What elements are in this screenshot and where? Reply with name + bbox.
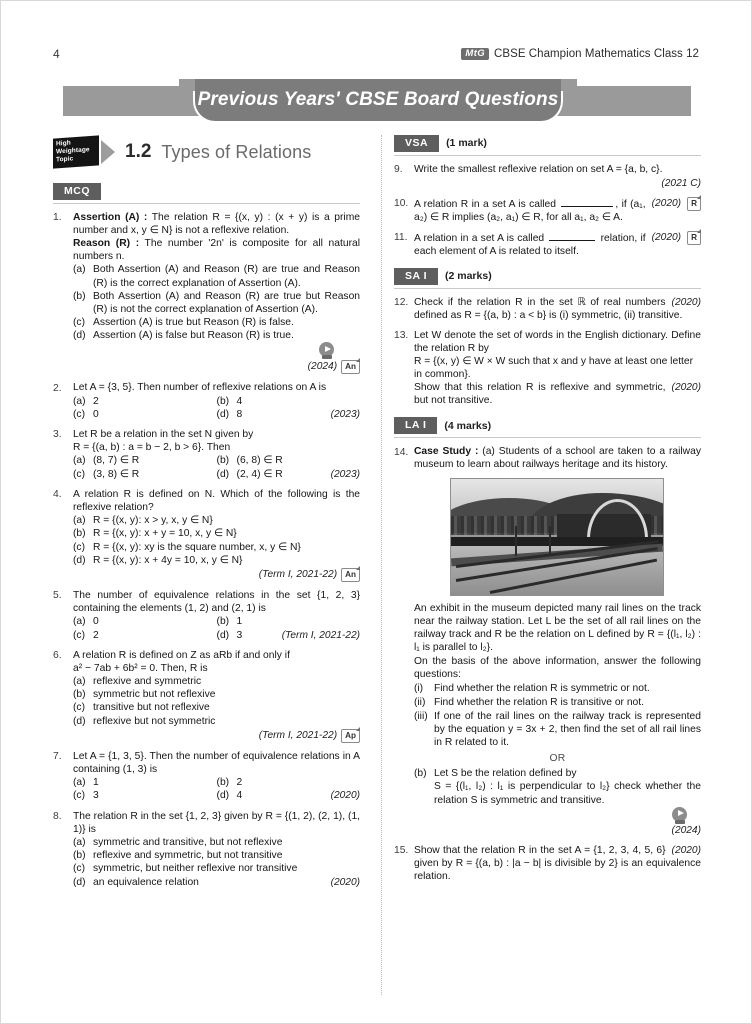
- option-text: symmetric, but neither reflexive nor transitive: [93, 863, 298, 875]
- credit-block: [414, 807, 701, 837]
- option-c[interactable]: [73, 629, 217, 642]
- question-15: [394, 844, 701, 883]
- case-study-body-1: An exhibit in the museum depicted many rail lines on the track near the railway station. Let L be the set of all rail lines on the railway track and R be the relation on L defined by R = {(l₁, l₂) : l₁ is parallel to l₂}.: [413, 603, 701, 654]
- option-label: (d): [73, 876, 86, 888]
- running-head: [53, 45, 699, 63]
- option-label: (a): [73, 777, 86, 789]
- question-text-line3-wrap: [414, 381, 701, 407]
- option-label: (b): [73, 528, 86, 540]
- question-body: [73, 649, 360, 743]
- subpart-iii[interactable]: [414, 710, 701, 749]
- option-text: Assertion (A) is false but Reason (R) is true.: [93, 329, 294, 341]
- subpart-label: (ii): [413, 696, 426, 708]
- option-label: (a): [73, 515, 86, 527]
- year-tag: (2023): [330, 468, 361, 480]
- option-b[interactable]: [217, 454, 361, 467]
- question-body: [73, 428, 360, 481]
- option-label: (c): [73, 541, 86, 553]
- option-b[interactable]: [217, 615, 361, 628]
- options: [73, 836, 360, 888]
- option-text: an equivalence relation: [93, 876, 199, 888]
- option-row: [73, 454, 360, 467]
- question-body: [414, 231, 701, 258]
- skill-tag: An: [341, 360, 360, 374]
- option-row: [73, 408, 360, 421]
- option-text: transitive but not reflexive: [93, 702, 210, 714]
- question-number: 14.: [393, 446, 409, 458]
- subpart-i[interactable]: [414, 682, 701, 695]
- option-label: (c): [73, 316, 86, 328]
- option-label: (b): [216, 616, 230, 628]
- question-number: 6.: [53, 650, 62, 662]
- subpart-text: If one of the rail lines on the railway track is represented by the equation y = 3x + 2, then find the set of all rail lines in R related to it.: [433, 710, 701, 749]
- section-marks-la1: (4 marks): [444, 419, 492, 432]
- option-row: [73, 629, 360, 642]
- question-7: [53, 750, 360, 803]
- option-text: 4: [236, 395, 243, 407]
- railway-museum-photo: [450, 478, 664, 596]
- option-text: reflexive and symmetric: [93, 676, 202, 688]
- question-body: [73, 810, 360, 889]
- section-header-sa1: [394, 268, 701, 289]
- options: [73, 776, 360, 802]
- question-body: [414, 197, 701, 224]
- video-solution-icon[interactable]: [319, 342, 334, 357]
- reason-line: [73, 237, 360, 263]
- option-label: (c): [73, 408, 86, 420]
- question-5: [53, 589, 360, 642]
- year-tag: (2020): [651, 231, 682, 243]
- skill-tag: An: [341, 568, 360, 582]
- option-c[interactable]: [73, 408, 217, 421]
- skill-tag: Ap: [341, 729, 360, 743]
- option-a[interactable]: [73, 776, 217, 789]
- question-3: [53, 428, 360, 481]
- question-number: 5.: [53, 590, 62, 602]
- case-study-text: (a) Students of a school are taken to a railway museum to learn about railways heritage and its history.: [413, 446, 701, 471]
- assertion-label: Assertion (A) :: [73, 211, 148, 223]
- high-weightage-topic-badge: [53, 136, 115, 168]
- year-tag: (2020): [671, 296, 701, 308]
- option-text: 2: [93, 395, 99, 407]
- year-tag: (2021 C): [661, 177, 701, 189]
- question-body: [73, 589, 360, 642]
- fill-in-blank[interactable]: [561, 197, 613, 207]
- banner-plate: [193, 79, 563, 123]
- part-b-body: [434, 767, 701, 806]
- option-label: (d): [216, 790, 230, 802]
- question-text: A relation R is defined on N. Which of the following is the reflexive relation?: [73, 488, 361, 513]
- question-body: [73, 750, 360, 803]
- year-tag: (Term I, 2021-22): [258, 569, 338, 581]
- option-b[interactable]: [73, 849, 360, 862]
- option-text: Assertion (A) is true but Reason (R) is false.: [93, 316, 294, 328]
- right-column: [392, 135, 701, 995]
- skill-tag: R: [687, 197, 701, 211]
- option-label: (a): [73, 676, 86, 688]
- section-marks-sa1: (2 marks): [445, 270, 492, 283]
- section-header-vsa: [394, 135, 701, 156]
- badge-line-3: Topic: [56, 155, 74, 164]
- subpart-text: Find whether the relation R is symmetric or not.: [433, 682, 650, 694]
- option-label: (b): [216, 455, 230, 467]
- year-tag: (Term I, 2021-22): [281, 629, 361, 641]
- option-label: (c): [73, 863, 86, 875]
- option-label: (c): [73, 702, 86, 714]
- option-text: Both Assertion (A) and Reason (R) are true but Reason (R) is not the correct explanation of Assertion (A).: [93, 290, 361, 315]
- case-study-intro: [414, 445, 701, 471]
- badge-line-2: Weightage: [56, 146, 90, 156]
- figure: [414, 478, 701, 596]
- question-text-part2: , if (a₁, a₂) ∈ R implies (a₂, a₁) ∈ R, for all a₁, a₂ ∈ A.: [413, 198, 646, 223]
- options: [73, 615, 360, 641]
- part-b-label: (b): [413, 768, 427, 780]
- question-text-part2: relation, if each element of A is related to itself.: [413, 232, 646, 258]
- option-text: 3: [236, 629, 243, 641]
- question-8: [53, 810, 360, 889]
- assertion-line: [73, 211, 360, 237]
- skill-tag: R: [687, 231, 701, 245]
- question-number: 8.: [53, 811, 62, 823]
- option-label: (d): [73, 554, 86, 566]
- question-4: [53, 488, 360, 582]
- option-text: R = {(x, y): x + y = 10, x, y ∈ N}: [93, 528, 237, 540]
- topic-heading: [53, 135, 360, 169]
- book-title: CBSE Champion Mathematics Class 12: [494, 48, 699, 60]
- question-number: 11.: [393, 232, 408, 244]
- credit-inline: [687, 197, 701, 211]
- option-label: (d): [73, 329, 86, 341]
- question-text-line1: Let R be a relation in the set N given by: [73, 428, 254, 440]
- option-c[interactable]: [73, 541, 360, 554]
- question-text-line2: R = {(a, b) : a = b − 2, b > 6}. Then: [73, 441, 231, 453]
- two-column-body: [53, 135, 701, 995]
- option-a[interactable]: [73, 454, 217, 467]
- option-text: 4: [236, 790, 243, 802]
- option-text: reflexive and symmetric, but not transitive: [93, 850, 283, 862]
- option-d[interactable]: [73, 554, 360, 567]
- question-number: 3.: [53, 429, 62, 441]
- option-a[interactable]: [73, 675, 360, 688]
- running-head-right: [461, 48, 699, 61]
- question-text: Check if the relation R in the set ℝ of real numbers defined as R = {(a, b) : a < b} is (i) symmetric, (ii) transitive.: [413, 296, 683, 321]
- option-b[interactable]: [217, 395, 361, 408]
- option-c[interactable]: [73, 468, 217, 481]
- badge-text: [56, 137, 100, 165]
- assertion-text: The relation R = {(x, y) : (x + y) is a prime number and x, y ∈ N} is not a reflexive relation.: [73, 211, 361, 236]
- option-a[interactable]: [73, 263, 360, 289]
- year-tag: (2023): [330, 408, 361, 420]
- option-d[interactable]: [217, 789, 361, 802]
- subpart-ii[interactable]: [414, 696, 701, 709]
- question-text-line1: Let W denote the set of words in the English dictionary. Define the relation R by: [413, 329, 701, 354]
- option-b[interactable]: [217, 776, 361, 789]
- year-tag: (2020): [671, 382, 701, 394]
- question-body: [414, 329, 701, 408]
- option-label: (b): [73, 850, 86, 862]
- topic-number: 1.2: [125, 141, 152, 162]
- option-a[interactable]: [73, 514, 360, 527]
- section-header-la1: [394, 417, 701, 438]
- question-body: [73, 211, 360, 374]
- question-1: [53, 211, 360, 374]
- column-divider: [370, 135, 392, 995]
- subpart-label: (iii): [413, 710, 428, 722]
- question-text: The relation R in the set {1, 2, 3} given by R = {(1, 2), (2, 1), (1, 1)} is: [73, 810, 361, 835]
- question-text-line2: R = {(x, y) ∈ W × W such that x and y have at least one letter in common}.: [413, 356, 694, 381]
- option-text: 2: [236, 777, 243, 789]
- photo-pole: [549, 526, 551, 556]
- option-label: (c): [73, 790, 86, 802]
- option-text: 1: [236, 616, 243, 628]
- chevron-right-icon: [101, 140, 115, 164]
- option-label: (a): [73, 264, 86, 276]
- option-text: symmetric but not reflexive: [93, 689, 216, 701]
- credit-line: [73, 729, 360, 743]
- option-d[interactable]: [73, 715, 360, 728]
- option-text: (6, 8) ∈ R: [236, 455, 283, 467]
- credit-line: [73, 568, 360, 582]
- option-b[interactable]: [73, 688, 360, 701]
- option-text: 2: [93, 629, 99, 641]
- options: [73, 395, 360, 421]
- case-study-label: Case Study :: [413, 446, 479, 457]
- question-14: [394, 445, 701, 837]
- option-row: [73, 789, 360, 802]
- question-11: [394, 231, 701, 258]
- option-a[interactable]: [73, 836, 360, 849]
- option-a[interactable]: [73, 395, 217, 408]
- option-row: [73, 395, 360, 408]
- topic-title: Types of Relations: [161, 141, 312, 162]
- option-d[interactable]: [73, 876, 360, 889]
- option-text: (8, 7) ∈ R: [93, 455, 140, 467]
- part-b: [414, 767, 701, 806]
- question-10: [394, 197, 701, 224]
- option-text: Both Assertion (A) and Reason (R) are true and Reason (R) is the correct explanation of Assertion (A).: [93, 264, 361, 289]
- option-text: 0: [93, 408, 99, 420]
- option-d[interactable]: [217, 468, 361, 481]
- option-row: [73, 468, 360, 481]
- question-body: [414, 445, 701, 837]
- year-tag: (2020): [651, 197, 682, 209]
- subpart-label: (i): [413, 682, 424, 694]
- options: [73, 263, 360, 342]
- option-label: (a): [73, 837, 86, 849]
- options: [73, 514, 360, 566]
- question-number: 12.: [393, 297, 409, 309]
- question-text-line3: Show that this relation R is reflexive and symmetric, but not transitive.: [413, 382, 666, 407]
- or-separator: OR: [549, 753, 566, 765]
- credit-inline: [687, 231, 701, 245]
- option-c[interactable]: [73, 701, 360, 714]
- year-tag: (2024): [671, 824, 701, 836]
- credit-line: [414, 177, 701, 190]
- question-number: 7.: [53, 751, 62, 763]
- question-text: Show that the relation R in the set A = {1, 2, 3, 4, 5, 6} given by R = {(a, b) : |a − b| is divisible by 2} is an equivalence relation.: [413, 844, 701, 882]
- question-number: 15.: [393, 845, 409, 857]
- option-row: [73, 615, 360, 628]
- option-d[interactable]: [217, 629, 361, 642]
- option-label: (d): [216, 468, 230, 480]
- option-text: R = {(x, y): x > y, x, y ∈ N}: [93, 515, 213, 527]
- option-text: (2, 4) ∈ R: [236, 468, 283, 480]
- option-d[interactable]: [217, 408, 361, 421]
- reason-text: The number '2n' is composite for all natural numbers n.: [73, 237, 361, 262]
- section-marks-vsa: (1 mark): [446, 137, 487, 150]
- option-row: [73, 776, 360, 789]
- question-6: [53, 649, 360, 743]
- reason-label: Reason (R) :: [73, 237, 140, 249]
- option-c[interactable]: [73, 316, 360, 329]
- option-label: (a): [73, 455, 86, 467]
- year-tag: (2020): [330, 790, 361, 802]
- section-header-mcq: [53, 183, 360, 204]
- option-label: (a): [73, 395, 86, 407]
- badge-line-1: High: [56, 139, 71, 148]
- options: [73, 454, 360, 480]
- option-text: R = {(x, y): x + 4y = 10, x, y ∈ N}: [93, 554, 243, 566]
- divider-rule: [381, 135, 382, 995]
- question-text: The number of equivalence relations in the set {1, 2, 3} containing the elements (1, 2) and (2, 1) is: [73, 589, 361, 614]
- option-text: (3, 8) ∈ R: [93, 468, 140, 480]
- question-number: 4.: [53, 489, 62, 501]
- question-body: [414, 163, 701, 190]
- fill-in-blank[interactable]: [549, 231, 595, 241]
- option-text: 0: [93, 616, 99, 628]
- option-label: (b): [216, 395, 230, 407]
- option-text: 8: [236, 408, 243, 420]
- option-b[interactable]: [73, 290, 360, 316]
- option-label: (d): [216, 408, 230, 420]
- option-label: (d): [73, 715, 86, 727]
- mtg-logo: MtG: [461, 48, 489, 61]
- question-text: Write the smallest reflexive relation on set A = {a, b, c}.: [413, 163, 663, 175]
- year-tag: (2020): [671, 844, 701, 856]
- banner-title: Previous Years' CBSE Board Questions: [197, 89, 559, 110]
- option-text: 3: [93, 790, 99, 802]
- part-b-line1: Let S be the relation defined by: [433, 768, 577, 780]
- question-text: Let A = {3, 5}. Then number of reflexive relations on A is: [73, 382, 327, 393]
- option-text: R = {(x, y): xy is the square number, x, y ∈ N}: [93, 541, 301, 553]
- photo-pole: [515, 526, 517, 556]
- option-label: (d): [216, 629, 230, 641]
- option-text: 1: [93, 777, 99, 789]
- question-text-line1: A relation R is defined on Z as aRb if and only if: [73, 649, 290, 661]
- option-a[interactable]: [73, 615, 217, 628]
- option-d[interactable]: [73, 329, 360, 342]
- option-label: (b): [73, 689, 86, 701]
- credit-block: [73, 342, 360, 374]
- section-tag-vsa: VSA: [394, 135, 439, 152]
- subpart-text: Find whether the relation R is transitive or not.: [433, 696, 645, 708]
- page-number: 4: [53, 47, 60, 61]
- left-column: [53, 135, 370, 995]
- part-b-line2: S = {(l₁, l₂) : l₁ is perpendicular to l₂} check whether the relation S is symmetric and transitive.: [433, 781, 701, 806]
- option-c[interactable]: [73, 862, 360, 875]
- option-label: (b): [73, 290, 86, 302]
- option-b[interactable]: [73, 527, 360, 540]
- year-tag: (Term I, 2021-22): [258, 730, 338, 742]
- option-label: (a): [73, 616, 86, 628]
- question-body: [414, 844, 701, 883]
- question-12: [394, 296, 701, 322]
- question-13: [394, 329, 701, 408]
- option-label: (c): [73, 468, 86, 480]
- question-text: Let A = {1, 3, 5}. Then the number of equivalence relations in A containing (1, 3) is: [73, 750, 361, 775]
- question-text-part1: A relation in a set A is called: [413, 232, 548, 244]
- question-2: [53, 381, 360, 421]
- question-number: 13.: [393, 330, 409, 342]
- question-body: [73, 488, 360, 582]
- option-text: symmetric and transitive, but not reflexive: [93, 837, 283, 849]
- case-study-body-2: On the basis of the above information, answer the following questions:: [413, 655, 701, 680]
- section-tag-sa1: SA I: [394, 268, 438, 285]
- option-text: reflexive but not symmetric: [93, 715, 216, 727]
- question-body: [414, 296, 701, 322]
- question-9: [394, 163, 701, 190]
- video-solution-icon[interactable]: [672, 807, 687, 822]
- section-tag-la1: LA I: [394, 417, 437, 434]
- options: [73, 675, 360, 727]
- question-text-line2: a² − 7ab + 6b² = 0. Then, R is: [73, 662, 208, 674]
- year-tag: (2020): [330, 876, 361, 888]
- year-tag: (2024): [307, 361, 338, 373]
- option-c[interactable]: [73, 789, 217, 802]
- question-number: 10.: [393, 198, 409, 210]
- credit-line: [308, 360, 360, 374]
- option-label: (c): [73, 629, 86, 641]
- option-label: (b): [216, 777, 230, 789]
- question-number: 1.: [53, 212, 62, 224]
- question-number: 2.: [53, 382, 62, 394]
- question-body: [73, 381, 360, 421]
- question-text-part1: A relation R in a set A is called: [413, 198, 560, 210]
- question-number: 9.: [393, 164, 403, 176]
- section-banner: [63, 79, 691, 123]
- section-tag-mcq: MCQ: [53, 183, 101, 200]
